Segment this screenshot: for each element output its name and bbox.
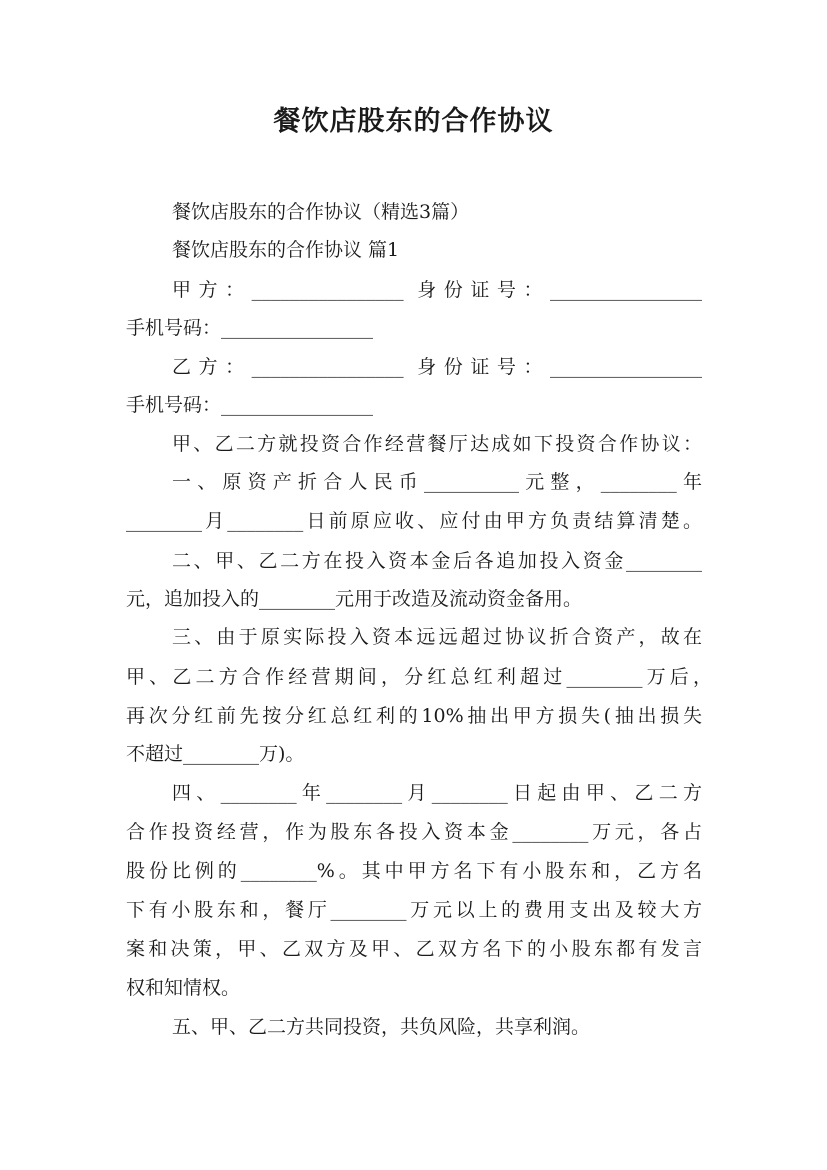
party-b-phone-line: 手机号码：________________: [126, 394, 374, 416]
party-b-line: 乙方：________________ 身份证号：________________: [172, 356, 702, 378]
clause-3-line-1: 三、由于原实际投入资本远远超过协议折合资产，故在: [172, 626, 702, 648]
clause-3-line-4: 不超过________万)。: [126, 743, 305, 765]
clause-4-line-5: 案和决策，甲、乙双方及甲、乙双方名下的小股东都有发言: [126, 938, 702, 960]
clause-4-line-6: 权和知情权。: [126, 977, 241, 999]
party-a-phone-line: 手机号码：________________: [126, 317, 374, 339]
section-heading: 餐饮店股东的合作协议 篇1: [172, 239, 400, 261]
clause-2-line-2: 元，追加投入的________元用于改造及流动资金备用。: [126, 588, 583, 610]
clause-3-line-3: 再次分红前先按分红总红利的10%抽出甲方损失(抽出损失: [126, 705, 702, 727]
intro-paragraph: 甲、乙二方就投资合作经营餐厅达成如下投资合作协议：: [172, 433, 702, 455]
clause-4-line-4: 下有小股东和，餐厅________万元以上的费用支出及较大方: [126, 899, 702, 921]
clause-1-line-1: 一、原资产折合人民币__________元整，________年: [172, 471, 702, 493]
clause-2-line-1: 二、甲、乙二方在投入资本金后各追加投入资金________: [172, 550, 702, 572]
clause-5-line-1: 五、甲、乙二方共同投资，共负风险，共享利润。: [172, 1016, 591, 1038]
clause-4-line-1: 四、________年________月________日起由甲、乙二方: [172, 782, 702, 804]
clause-4-line-3: 股份比例的________%。其中甲方名下有小股东和，乙方名: [126, 860, 702, 882]
party-a-line: 甲方：________________ 身份证号：________________: [172, 279, 702, 301]
clause-1-line-2: ________月________日前原应收、应付由甲方负责结算清楚。: [126, 510, 702, 532]
document-title: 餐饮店股东的合作协议: [273, 106, 554, 137]
clause-3-line-2: 甲、乙二方合作经营期间，分红总红利超过________万后，: [126, 666, 712, 688]
clause-4-line-2: 合作投资经营，作为股东各投入资本金________万元，各占: [126, 821, 702, 843]
subtitle-line: 餐饮店股东的合作协议（精选3篇）: [172, 201, 470, 223]
